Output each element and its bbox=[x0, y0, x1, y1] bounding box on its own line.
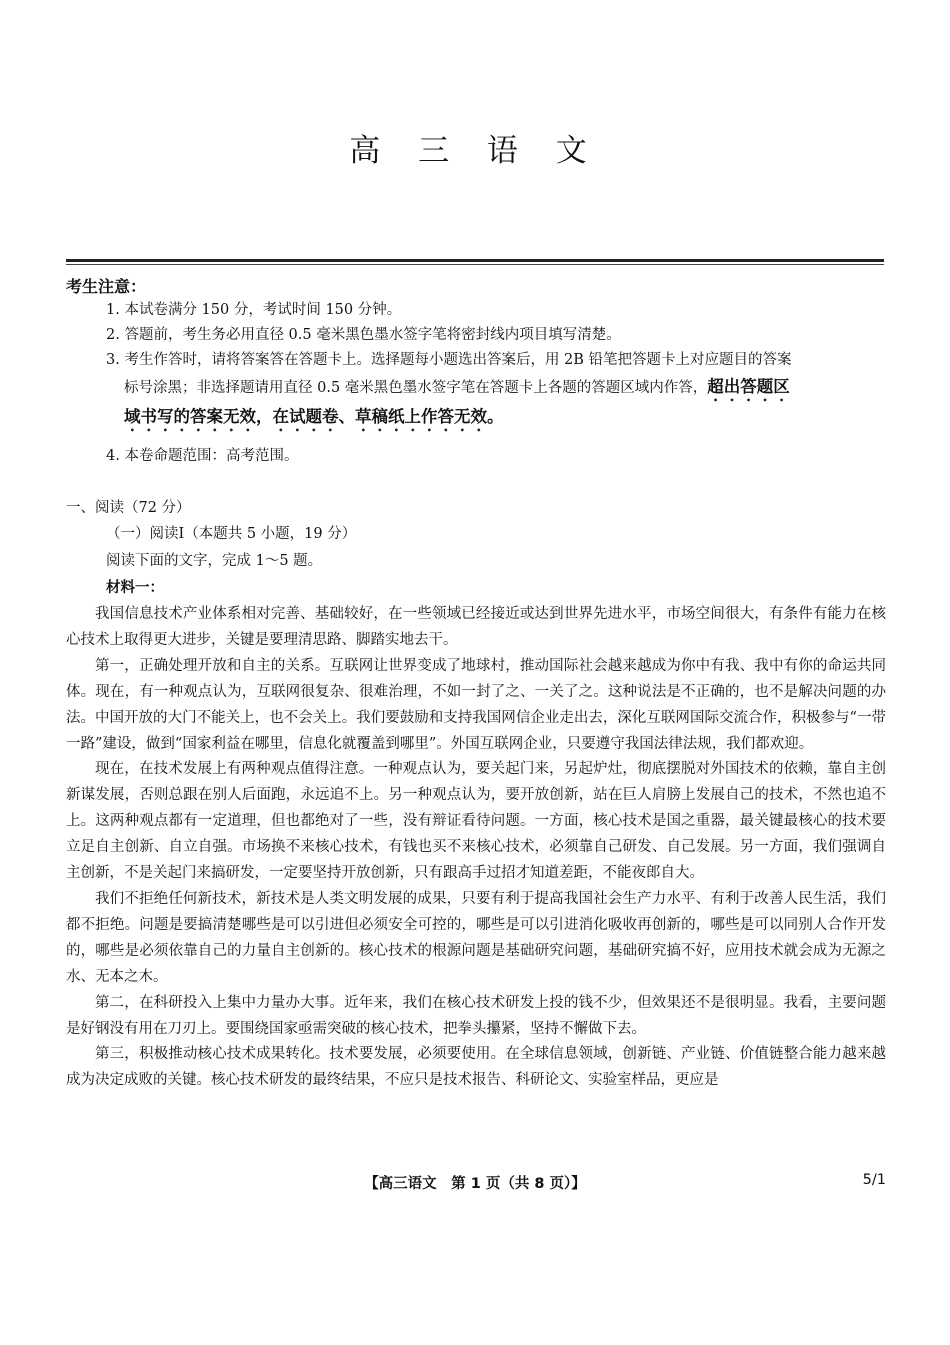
header-rule-thin bbox=[66, 264, 884, 265]
passage-paragraph: 第一，正确处理开放和自主的关系。互联网让世界变成了地球村，推动国际社会越来越成为你中有我、我中有你的命运共同体。现在，有一种观点认为，互联网很复杂、很难治理，不如一封了之、一关了之。这种说法是不正确的，也不是解决问题的办法。中国开放的大门不能关上，也不会关上。我们要鼓励和支持我国网信企业走出去，深化互联网国际交流合作，积极参与“一带一路”建设，做到“国家利益在哪里，信息化就覆盖到哪里”。外国互联网企业，只要遵守我国法律法规，我们都欢迎。 bbox=[66, 657, 886, 752]
passage-paragraph: 我国信息技术产业体系相对完善、基础较好，在一些领域已经接近或达到世界先进水平，市场空间很大，有条件有能力在核心技术上取得更大进步，关键是要理清思路、脚踏实地去干。 bbox=[66, 606, 886, 648]
section-instruction: 阅读下面的文字，完成 1～5 题。 bbox=[106, 553, 323, 569]
material-label: 材料一： bbox=[106, 580, 164, 596]
passage-paragraph: 第二，在科研投入上集中力量办大事。近年来，我们在核心技术研发上投的钱不少，但效果还不是很明显。我看，主要问题是好钢没有用在刀刃上。要围绕国家亟需突破的核心技术，把拳头攥紧，坚持不懈做下去。 bbox=[66, 994, 886, 1037]
page-title: 高 三 语 文 bbox=[349, 133, 601, 169]
notice-item-4: 4. 本卷命题范围：高考范围。 bbox=[106, 448, 299, 464]
section-part-heading: 一、阅读（72 分） bbox=[66, 500, 191, 516]
notice-item-1: 1. 本试卷满分 150 分，考试时间 150 分钟。 bbox=[106, 302, 402, 318]
notice-heading: 考生注意： bbox=[66, 277, 147, 296]
page-footer: 【高三语文 第 1 页（共 8 页）】 bbox=[364, 1176, 586, 1192]
notice-item-3-emphasis-2: 域书写的答案无效，在试题卷、草稿纸上作答无效。 bbox=[124, 407, 504, 426]
reading-passage bbox=[66, 602, 886, 1094]
notice-item-3-line-1: 3. 考生作答时，请将答案答在答题卡上。选择题每小题选出答案后，用 2B 铅笔把答题卡上对应题目的答案 bbox=[106, 352, 792, 368]
passage-paragraph: 第三，积极推动核心技术成果转化。技术要发展，必须要使用。在全球信息领域，创新链、产业链、价值链整合能力越来越成为决定成败的关键。核心技术研发的最终结果，不应只是技术报告、科研论文、实验室样品，更应是 bbox=[66, 1046, 886, 1089]
notice-item-2: 2. 答题前，考生务必用直径 0.5 毫米黑色墨水签字笔将密封线内项目填写清楚。 bbox=[106, 327, 621, 343]
notice-item-3-line-3 bbox=[124, 405, 904, 435]
notice-item-3-emphasis-1: 超出答题区 bbox=[707, 377, 790, 396]
notice-item-3-line-2 bbox=[124, 375, 904, 405]
notice-item-3-text: 标号涂黑；非选择题请用直径 0.5 毫米黑色墨水签字笔在答题卡上各题的答题区域内作答， bbox=[124, 380, 708, 396]
section-sub-heading: （一）阅读Ⅰ（本题共 5 小题，19 分） bbox=[106, 526, 357, 542]
header-rule-thick bbox=[66, 259, 884, 262]
passage-paragraph: 现在，在技术发展上有两种观点值得注意。一种观点认为，要关起门来，另起炉灶，彻底摆脱对外国技术的依赖，靠自主创新谋发展，否则总跟在别人后面跑，永远追不上。另一种观点认为，要开放创新，站在巨人肩膀上发展自己的技术，不然也追不上。这两种观点都有一定道理，但也都绝对了一些，没有辩证看待问题。一方面，核心技术是国之重器，最关键最核心的技术要立足自主创新、自立自强。市场换不来核心技术，有钱也买不来核心技术，必须靠自己研发、自己发展。另一方面，我们强调自主创新，不是关起门来搞研发，一定要坚持开放创新，只有跟高手过招才知道差距，不能夜郎自大。 bbox=[66, 761, 886, 882]
page-code: 5/1 bbox=[862, 1172, 886, 1188]
passage-paragraph: 我们不拒绝任何新技术，新技术是人类文明发展的成果，只要有利于提高我国社会生产力水平、有利于改善人民生活，我们都不拒绝。问题是要搞清楚哪些是可以引进但必须安全可控的，哪些是可以引进消化吸收再创新的，哪些是可以同别人合作开发的，哪些是必须依靠自己的力量自主创新的。核心技术的根源问题是基础研究问题，基础研究搞不好，应用技术就会成为无源之水、无本之木。 bbox=[66, 890, 886, 985]
